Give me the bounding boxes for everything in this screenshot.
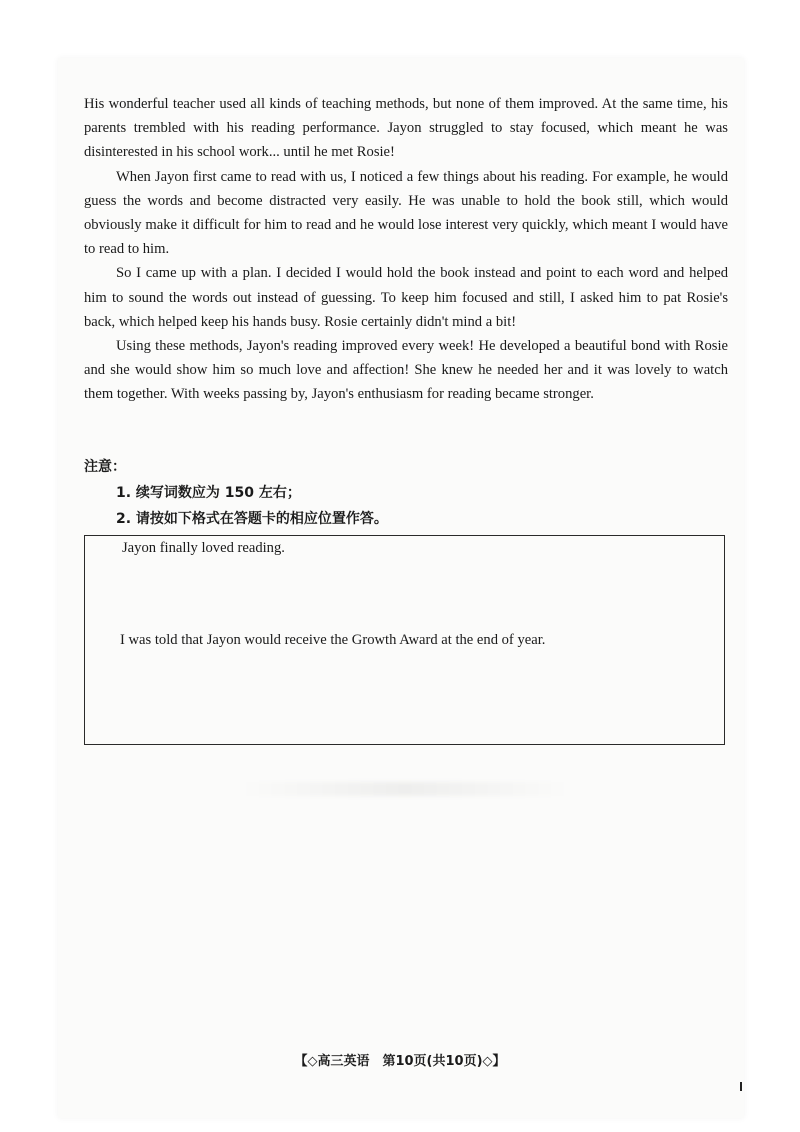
paragraph-opening-2: I was told that Jayon would receive the Growth Award at the end of year. xyxy=(120,632,546,648)
passage-paragraph: Using these methods, Jayon's reading improved every week! He developed a beautiful bond with Rosie and she would show him so much love and affection! She knew he needed her and it was lovely to watch them together. With weeks passing by, Jayon's enthusiasm for reading became stronger. xyxy=(84,338,728,403)
note-item: 1. 续写词数应为 150 左右； xyxy=(116,485,301,501)
notes-heading: 注意： xyxy=(84,459,126,475)
passage-paragraph: His wonderful teacher used all kinds of teaching methods, but none of them improved. At the same time, his parents trembled with his reading performance. Jayon struggled to stay focused, which meant he was disinterested in his school work... until he met Rosie! xyxy=(84,96,728,161)
passage-paragraph: So I came up with a plan. I decided I would hold the book instead and point to each word and helped him to sound the words out instead of guessing. To keep him focused and still, I asked him to pat Rosie's back, which helped keep his hands busy. Rosie certainly didn't mind a bit! xyxy=(84,265,728,330)
note-item: 2. 请按如下格式在答题卡的相应位置作答。 xyxy=(116,511,388,527)
page-footer: 【◇高三英语 第10页(共10页)◇】 xyxy=(294,1054,506,1069)
scan-edge-mark xyxy=(740,1082,742,1091)
paragraph-opening-1: Jayon finally loved reading. xyxy=(122,540,285,556)
scan-smudge xyxy=(240,782,570,796)
reading-passage xyxy=(84,92,728,407)
passage-paragraph: When Jayon first came to read with us, I noticed a few things about his reading. For example, he would guess the words and become distracted very easily. He was unable to hold the book still, which would obviously make it difficult for him to read and he would lose interest very quickly, which meant I would have to read to him. xyxy=(84,168,728,258)
